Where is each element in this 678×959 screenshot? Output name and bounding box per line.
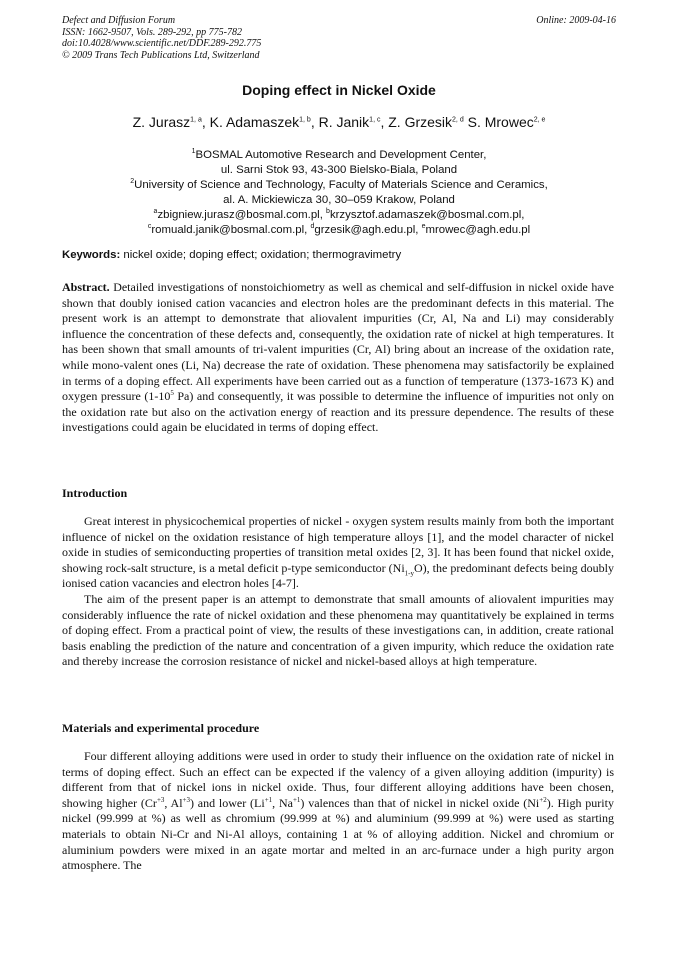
email-sup: e	[421, 223, 426, 231]
formula-sub: 1-y	[404, 569, 414, 578]
author-sup: 2, d	[452, 116, 464, 124]
abstract-paragraph	[62, 280, 614, 436]
keywords-text: nickel oxide; doping effect; oxidation; thermogravimetry	[123, 249, 402, 261]
paragraph-text: ) and lower (Li	[190, 795, 265, 810]
journal-doi: doi:10.4028/www.scientific.net/DDF.289-292.775	[62, 38, 262, 49]
valence-sup: +2	[539, 795, 547, 804]
paragraph-text: O), the predominant defects being doubly ionised cation vacancies and electron holes [4-7].	[62, 560, 614, 591]
author-name: R. Janik	[318, 114, 370, 130]
author-list: Z. Jurasz$^{1, a}$, K. Adamaszek$^{1, b}$, R. Janik$^{1, c}$, Z. Grzesik$^{2, d}$ S. Mrowec$^{2, e}$	[132, 114, 546, 130]
author-name: Z. Grzesik	[388, 114, 453, 130]
keywords	[62, 249, 401, 261]
email-link[interactable]: mrowec@agh.edu.pl	[425, 224, 531, 236]
abstract	[62, 280, 614, 436]
author-sup: 1, b	[299, 116, 311, 124]
paragraph-text: Great interest in physicochemical properties of nickel - oxygen system results mainly from both the important influence of nickel on the oxidation resistance of high temperature alloys [1], and the model character of nickel oxide in studies of semiconducting properties of transition metal oxides [2, 3]. It has been found that nickel oxide, showing rock-salt structure, is a metal deficit p-type semiconductor (Ni	[62, 514, 614, 575]
email-link[interactable]: zbigniew.jurasz@bosmal.com.pl,	[157, 209, 323, 221]
materials-heading: Materials and experimental procedure	[62, 721, 260, 735]
affiliations	[0, 148, 678, 238]
paragraph-text: ) valences than that of nickel in nickel oxide (Ni	[300, 795, 540, 810]
valence-sup: +1	[292, 795, 301, 804]
affiliation-1-line2: ul. Sarni Stok 93, 43-300 Bielsko-Biala, Poland	[220, 164, 458, 176]
valence-sup: +3	[156, 795, 165, 804]
affiliation-text: BOSMAL Automotive Research and Development Center,	[195, 149, 487, 161]
affiliation-sup: 2	[130, 178, 135, 186]
email-sup: c	[147, 223, 152, 231]
email-line-2	[0, 223, 678, 238]
affiliation-text: University of Science and Technology, Faculty of Materials Science and Ceramics,	[134, 179, 548, 191]
email-sup: b	[326, 208, 330, 216]
email-link[interactable]: grzesik@agh.edu.pl,	[314, 224, 419, 236]
author-sup: 1, a	[190, 116, 202, 124]
journal-header	[62, 15, 261, 61]
affiliation-2-line1	[0, 178, 678, 193]
paragraph-text: , Na	[272, 795, 293, 810]
paragraph-text: ). High purity nickel (99.999 at %) as well as chromium (99.999 at %) and aluminium (99.999 at %) were used as starting materials to obtain Ni-Cr and Ni-Al alloys, containing 1 at % of alloying addition. Nickel and chromium or aluminium powders were mixed in an agate mortar and melted in an arc-furnace under a high purity argon atmosphere. The	[62, 795, 614, 873]
journal-copyright: © 2009 Trans Tech Publications Ltd, Switzerland	[62, 49, 260, 61]
materials-paragraph-1	[62, 749, 614, 874]
abstract-text: Detailed investigations of nonstoichiometry as well as chemical and self-diffusion in nickel oxide have shown that doubly ionised cation vacancies and electron holes are the predominant defects in this material. The present work is an attempt to demonstrate that aliovalent impurities (Cr, Al, Na and Li) may considerably influence the concentration of these defects and, consequently, the oxidation rate of nickel at high temperatures. It has been shown that small amounts of tri-valent impurities (Cr, Al) bring about an increase of the oxidation rate, while mono-valent ones (Li, Na) decrease the rate of oxidation. These phenomena may satisfactorily be explained in terms of a doping effect. All experiments have been carried out as a function of temperature (1373-1673 K) and oxygen pressure (1-10	[62, 280, 615, 404]
email-sup: a	[153, 208, 158, 216]
author-name: K. Adamaszek	[209, 114, 300, 130]
introduction-body	[62, 514, 614, 670]
journal-issn: ISSN: 1662-9507, Vols. 289-292, pp 775-782	[62, 26, 242, 38]
email-link[interactable]: krzysztof.adamaszek@bosmal.com.pl,	[329, 209, 525, 221]
author-sup: 1, c	[369, 116, 381, 124]
introduction-paragraph-1	[62, 514, 614, 592]
keywords-label: Keywords:	[62, 249, 121, 261]
author-name: Z. Jurasz	[132, 114, 191, 130]
introduction-paragraph-2: The aim of the present paper is an attempt to demonstrate that small amounts of aliovalent impurities may considerably influence the rate of nickel oxidation and these phenomena may quantitatively be explained in terms of doping effect. From a practical point of view, the results of these investigations can, in addition, create rational basis enabling the prediction of the nature and concentration of a given impurity, which reduce the oxidation rate and thereby increase the corrosion resistance of nickel and nickel-based alloys at high temperature.	[62, 591, 614, 669]
abstract-label: Abstract.	[62, 280, 110, 294]
abstract-text: Pa) and consequently, it was possible to determine the influence of impurities not only on the oxidation rate but also on the activation energy of reaction and its pressure dependence. The results of these investigations could again be elucidated in terms of doping effect.	[62, 389, 614, 435]
paragraph-text: Four different alloying additions were used in order to study their influence on the oxidation rate of nickel in terms of doping effect. Such an effect can be expected if the valency of a given alloying addition (impurity) is different from that of nickel ions in nickel oxide. Thus, four different alloying additions have been chosen, showing higher (Cr	[62, 749, 614, 810]
email-line-1	[0, 208, 678, 223]
valence-sup: +1	[264, 795, 273, 804]
abstract-sup: 5	[170, 389, 174, 398]
materials-body	[62, 749, 614, 874]
paper-title: Doping effect in Nickel Oxide	[242, 82, 436, 98]
author-sup: 2, e	[533, 116, 546, 124]
email-link[interactable]: romuald.janik@bosmal.com.pl,	[151, 224, 308, 236]
affiliation-sup: 1	[191, 148, 196, 156]
affiliation-2-line2: al. A. Mickiewicza 30, 30–059 Krakow, Poland	[223, 194, 455, 206]
author-name: S. Mrowec	[467, 114, 534, 130]
journal-name: Defect and Diffusion Forum	[62, 15, 176, 26]
introduction-heading: Introduction	[62, 486, 128, 500]
affiliation-1-line1	[0, 148, 678, 163]
online-date: Online: 2009-04-16	[536, 15, 616, 26]
valence-sup: +3	[182, 795, 190, 804]
paragraph-text: , Al	[164, 795, 183, 810]
email-sup: d	[310, 223, 315, 231]
